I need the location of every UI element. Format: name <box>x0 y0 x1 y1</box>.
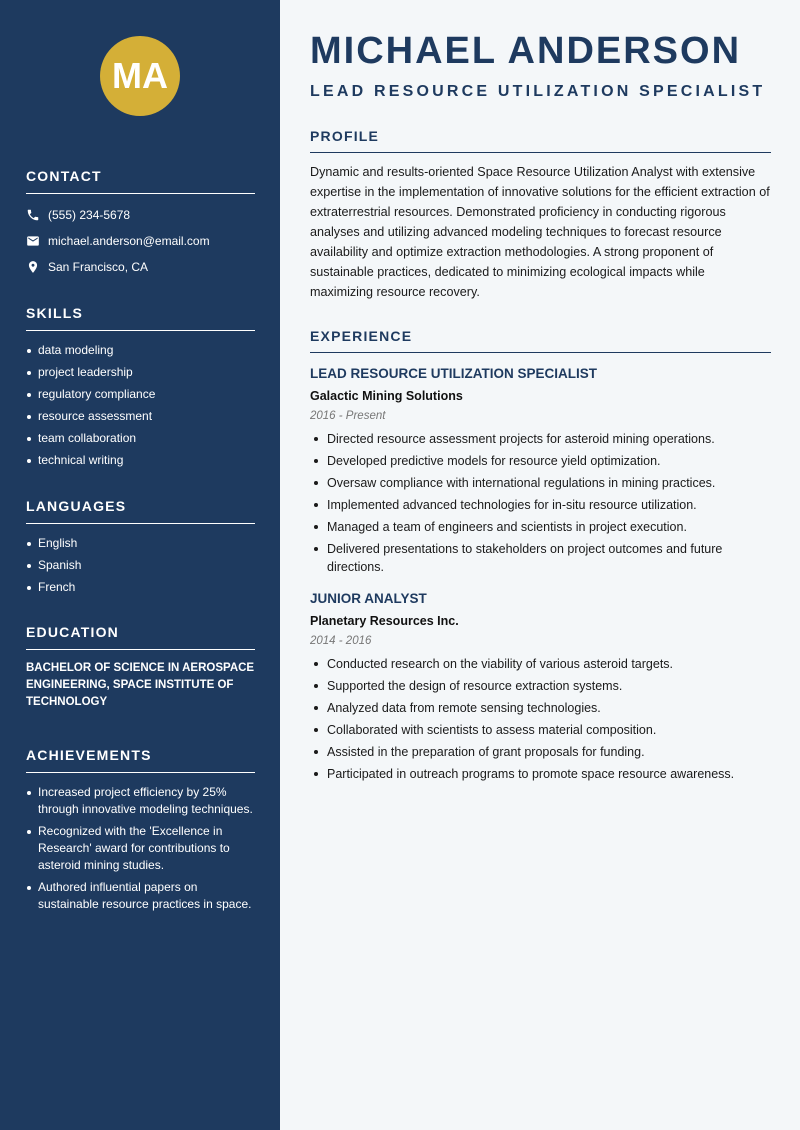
job-company: Planetary Resources Inc. <box>310 614 459 628</box>
achievement-item: Recognized with the 'Excellence in Research' award for contributions to asteroid mining studies. <box>26 823 255 874</box>
avatar: MA <box>100 36 180 116</box>
skill-item: team collaboration <box>26 430 255 447</box>
experience-heading: EXPERIENCE <box>310 328 771 353</box>
phone-icon <box>26 208 40 222</box>
education-heading: EDUCATION <box>26 624 255 650</box>
job-bullets <box>310 655 771 783</box>
skill-item: technical writing <box>26 452 255 469</box>
job-bullet: Developed predictive models for resource yield optimization. <box>310 452 771 470</box>
languages-section <box>26 498 255 596</box>
email-text: michael.anderson@email.com <box>48 234 210 248</box>
skill-item: regulatory compliance <box>26 386 255 403</box>
job-bullet: Collaborated with scientists to assess material composition. <box>310 721 771 739</box>
job-entry <box>310 590 771 783</box>
languages-heading: LANGUAGES <box>26 498 255 524</box>
language-item: English <box>26 535 255 552</box>
achievements-list <box>26 784 255 913</box>
candidate-name: MICHAEL ANDERSON <box>310 30 742 72</box>
contact-phone <box>26 206 255 224</box>
job-bullet: Directed resource assessment projects for asteroid mining operations. <box>310 430 771 448</box>
skill-item: data modeling <box>26 342 255 359</box>
job-bullet: Delivered presentations to stakeholders on project outcomes and future directions. <box>310 540 771 576</box>
job-bullet: Supported the design of resource extraction systems. <box>310 677 771 695</box>
skills-section <box>26 305 255 469</box>
achievements-heading: ACHIEVEMENTS <box>26 747 255 773</box>
contact-list <box>26 206 255 276</box>
experience-section <box>310 328 771 783</box>
profile-section <box>310 128 771 302</box>
contact-email <box>26 232 255 250</box>
candidate-title: LEAD RESOURCE UTILIZATION SPECIALIST <box>310 83 766 100</box>
achievement-item: Authored influential papers on sustainable resource practices in space. <box>26 879 255 913</box>
email-icon <box>26 234 40 248</box>
job-bullet: Managed a team of engineers and scientists in project execution. <box>310 518 771 536</box>
skills-list <box>26 342 255 469</box>
sidebar <box>0 0 280 1130</box>
skills-heading: SKILLS <box>26 305 255 331</box>
skill-item: project leadership <box>26 364 255 381</box>
contact-section <box>26 168 255 276</box>
language-item: French <box>26 579 255 596</box>
location-pin-icon <box>26 260 40 274</box>
education-section <box>26 624 255 711</box>
achievements-section <box>26 747 255 913</box>
job-company: Galactic Mining Solutions <box>310 389 463 403</box>
job-bullet: Assisted in the preparation of grant proposals for funding. <box>310 743 771 761</box>
education-degree: BACHELOR OF SCIENCE IN AEROSPACE ENGINEERING, SPACE INSTITUTE OF TECHNOLOGY <box>26 662 255 708</box>
profile-heading: PROFILE <box>310 128 771 153</box>
skill-item: resource assessment <box>26 408 255 425</box>
location-text: San Francisco, CA <box>48 260 149 274</box>
job-bullet: Implemented advanced technologies for in-situ resource utilization. <box>310 496 771 514</box>
job-title: JUNIOR ANALYST <box>310 591 427 606</box>
job-bullet: Conducted research on the viability of various asteroid targets. <box>310 655 771 673</box>
job-bullet: Participated in outreach programs to promote space resource awareness. <box>310 765 771 783</box>
job-bullet: Analyzed data from remote sensing technologies. <box>310 699 771 717</box>
language-item: Spanish <box>26 557 255 574</box>
job-dates: 2014 - 2016 <box>310 635 372 647</box>
languages-list <box>26 535 255 596</box>
contact-location <box>26 258 255 276</box>
job-entry <box>310 365 771 576</box>
job-title: LEAD RESOURCE UTILIZATION SPECIALIST <box>310 366 598 381</box>
job-bullets <box>310 430 771 576</box>
job-dates: 2016 - Present <box>310 410 386 422</box>
job-bullet: Oversaw compliance with international regulations in mining practices. <box>310 474 771 492</box>
contact-heading: CONTACT <box>26 168 255 194</box>
profile-text: Dynamic and results-oriented Space Resource Utilization Analyst with extensive expertise in the implementation of innovative solutions for the efficient extraction of extraterrestrial resources. Demonstrated proficiency in conducting rigorous analyses and utilizing advanced modeling techniques to forecast resource availability and optimize extraction methodologies. A strong proponent of sustainable practices, dedicated to minimizing ecological impacts while maximizing resource recovery. <box>310 165 770 299</box>
achievement-item: Increased project efficiency by 25% through innovative modeling techniques. <box>26 784 255 818</box>
phone-text: (555) 234-5678 <box>48 208 131 222</box>
